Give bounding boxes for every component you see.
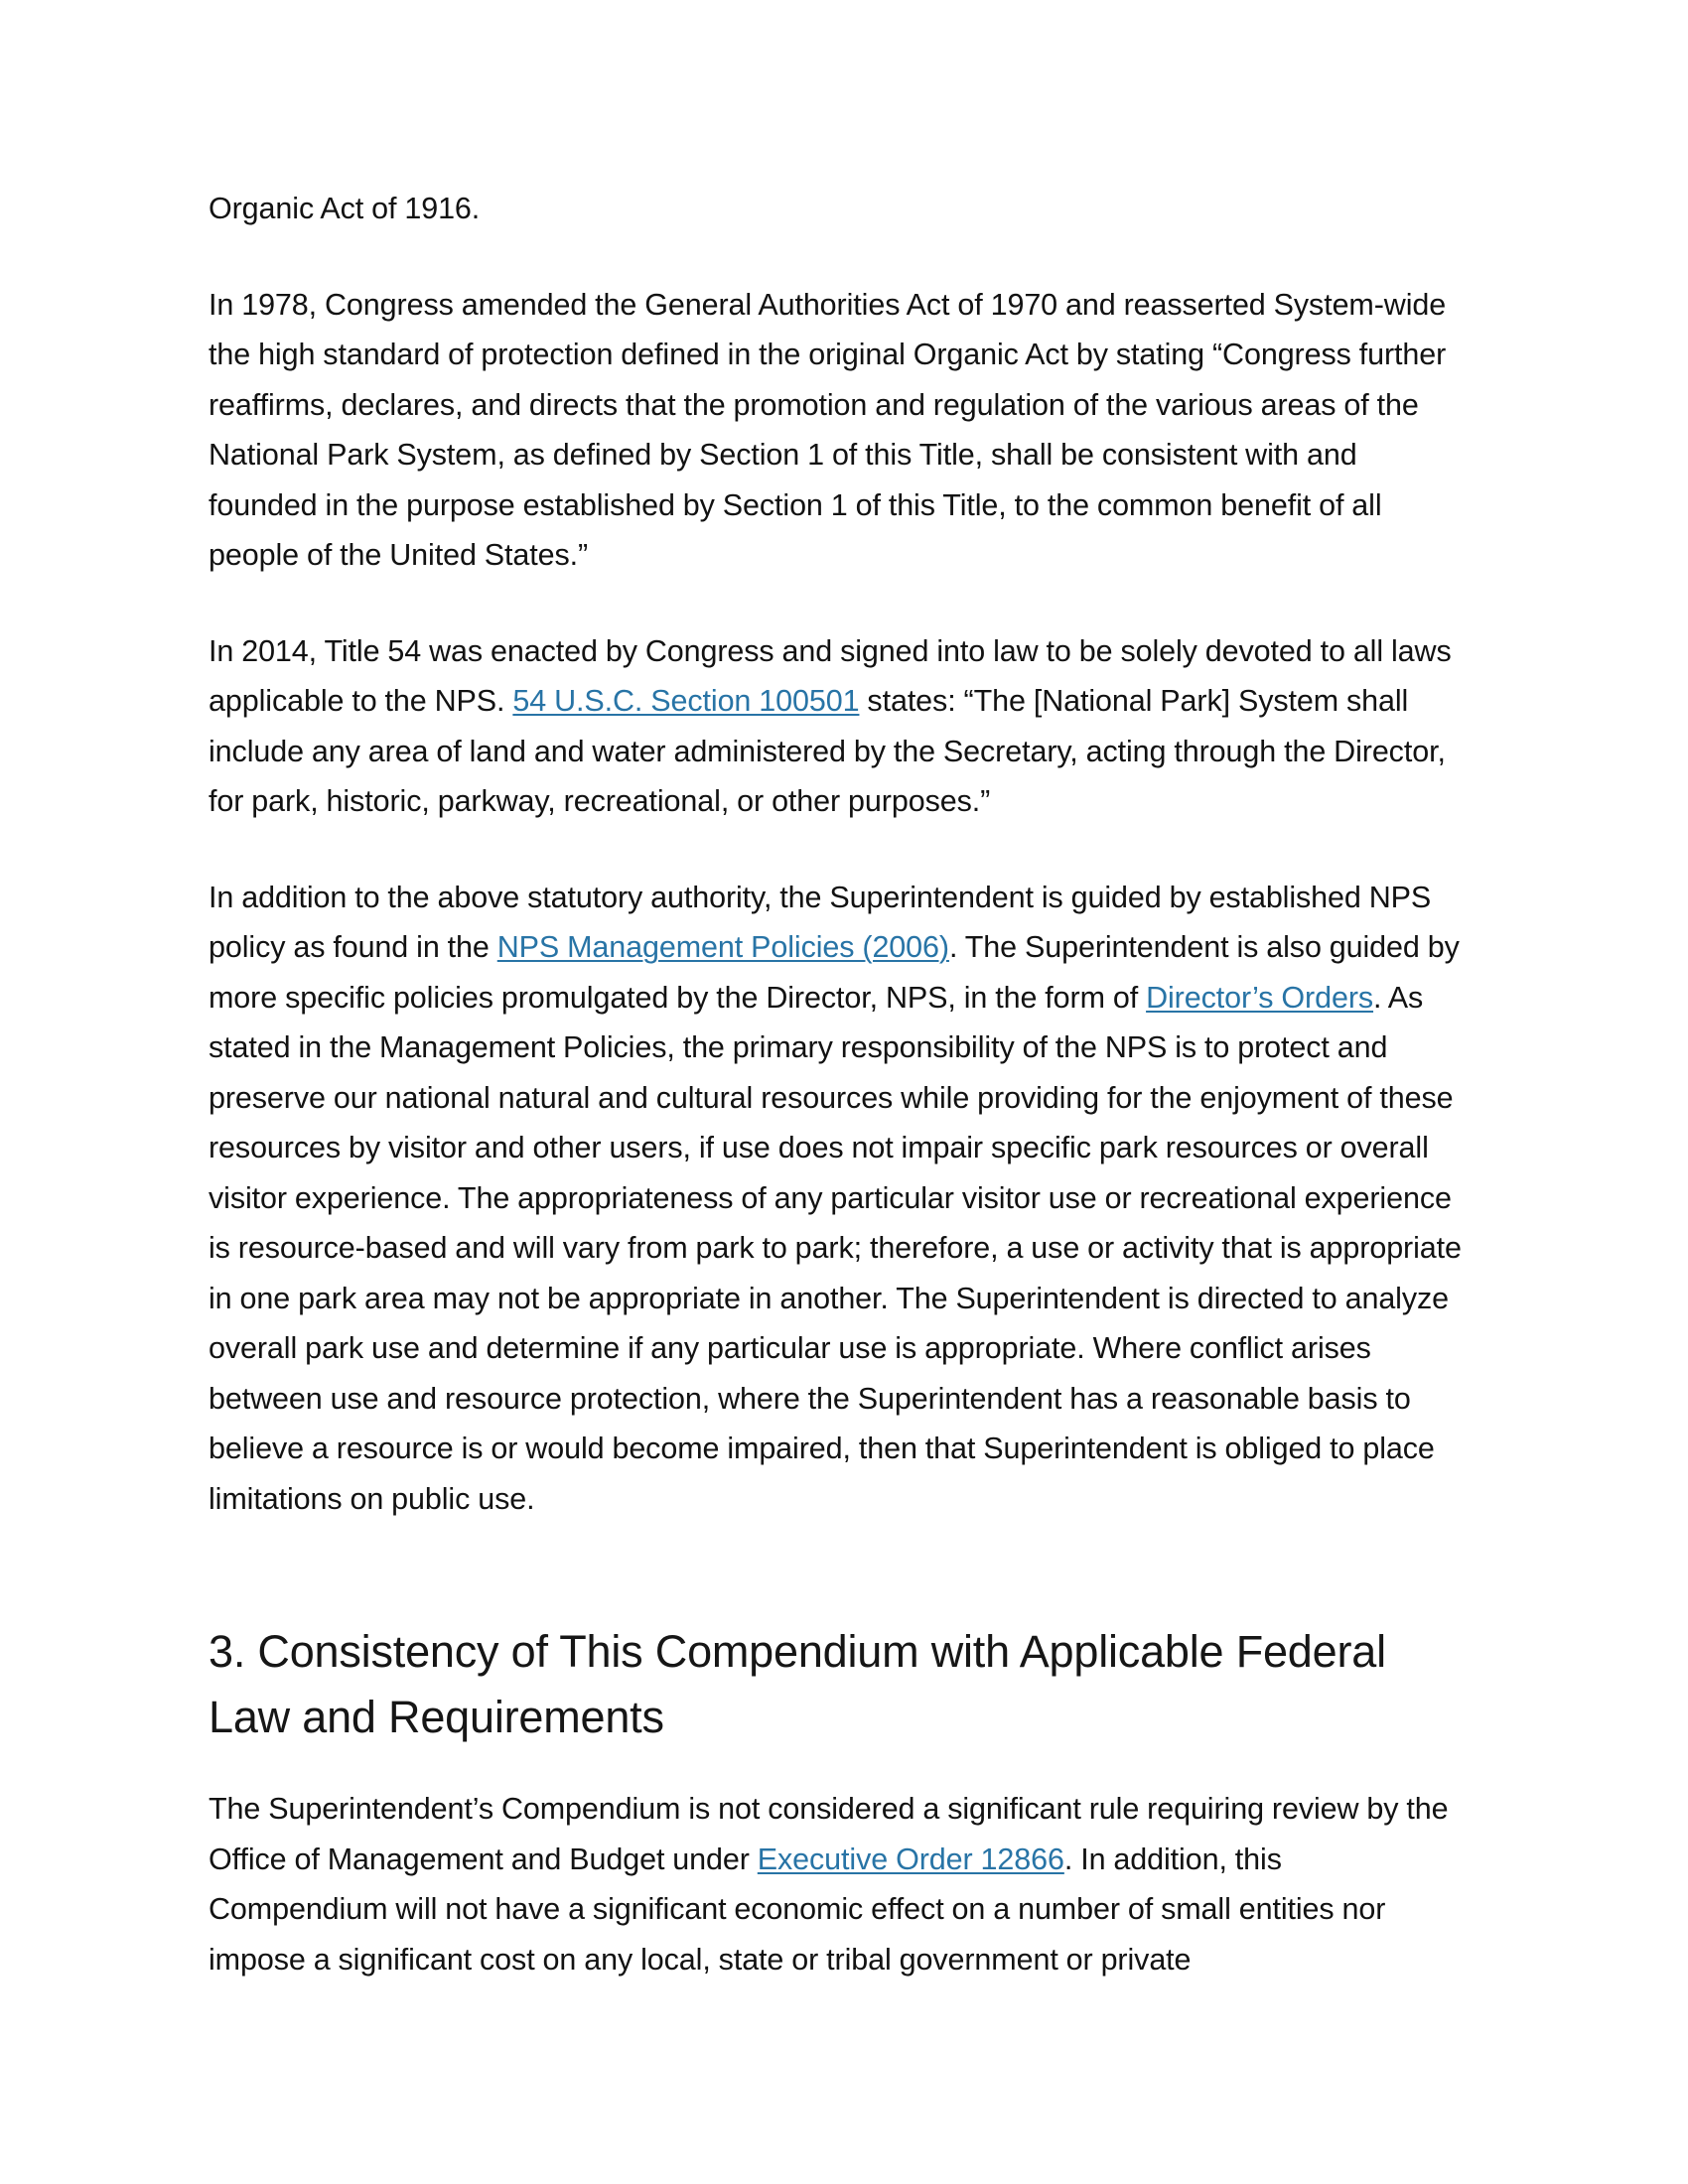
paragraph-text: In addition to the above statutory authority, the Superintendent is guided by established NPS policy as found in the <box>209 880 1432 964</box>
usc-section-100501-link[interactable]: 54 U.S.C. Section 100501 <box>512 684 860 718</box>
paragraph-nps-policy <box>209 873 1465 1525</box>
paragraph-text: In 1978, Congress amended the General Authorities Act of 1970 and reasserted System-wide the high standard of protection defined in the original Organic Act by stating “Congress further reaffirms, declares, and directs that the promotion and regulation of the various areas of the National Park System, as defined by Section 1 of this Title, shall be consistent with and founded in the purpose established by Section 1 of this Title, to the common benefit of all people of the United States.” <box>209 287 1447 572</box>
paragraph-significant-rule <box>209 1784 1465 1984</box>
directors-orders-link[interactable]: Director’s Orders <box>1146 980 1374 1015</box>
section-3-heading: 3. Consistency of This Compendium with Applicable Federal Law and Requirements <box>209 1626 1386 1742</box>
paragraph-organic-act <box>209 184 1465 234</box>
paragraph-text: The Superintendent’s Compendium is not considered a significant rule requiring review by the Office of Management and Budget under <box>209 1792 1449 1876</box>
paragraph-text: Organic Act of 1916. <box>209 192 481 225</box>
paragraph-text: . In addition, this Compendium will not have a significant economic effect on a number of small entities nor impose a significant cost on any local, state or tribal government or private <box>209 1842 1386 1977</box>
paragraph-general-authorities-act <box>209 280 1465 581</box>
executive-order-12866-link[interactable]: Executive Order 12866 <box>757 1842 1064 1876</box>
document-content <box>209 184 1465 2030</box>
paragraph-text: In 2014, Title 54 was enacted by Congress and signed into law to be solely devoted to all laws applicable to the NPS. <box>209 633 1452 718</box>
paragraph-title-54 <box>209 626 1465 827</box>
paragraph-text: . As stated in the Management Policies, the primary responsibility of the NPS is to protect and preserve our national natural and cultural resources while providing for the enjoyment of these resources by visitor and other users, if use does not impair specific park resources or overall visitor experience. The appropriateness of any particular visitor use or recreational experience is resource-based and will vary from park to park; therefore, a use or activity that is appropriate in one park area may not be appropriate in another. The Superintendent is directed to analyze overall park use and determine if any particular use is appropriate. Where conflict arises between use and resource protection, where the Superintendent has a reasonable basis to believe a resource is or would become impaired, then that Superintendent is obliged to place limitations on public use. <box>209 980 1462 1516</box>
nps-management-policies-link[interactable]: NPS Management Policies (2006) <box>496 930 949 964</box>
paragraph-text: . The Superintendent is also guided by more specific policies promulgated by the Director, NPS, in the form of <box>209 930 1460 1015</box>
paragraph-text: states: “The [National Park] System shall include any area of land and water administered by the Secretary, acting through the Director, for park, historic, parkway, recreational, or other purposes.” <box>209 684 1446 818</box>
